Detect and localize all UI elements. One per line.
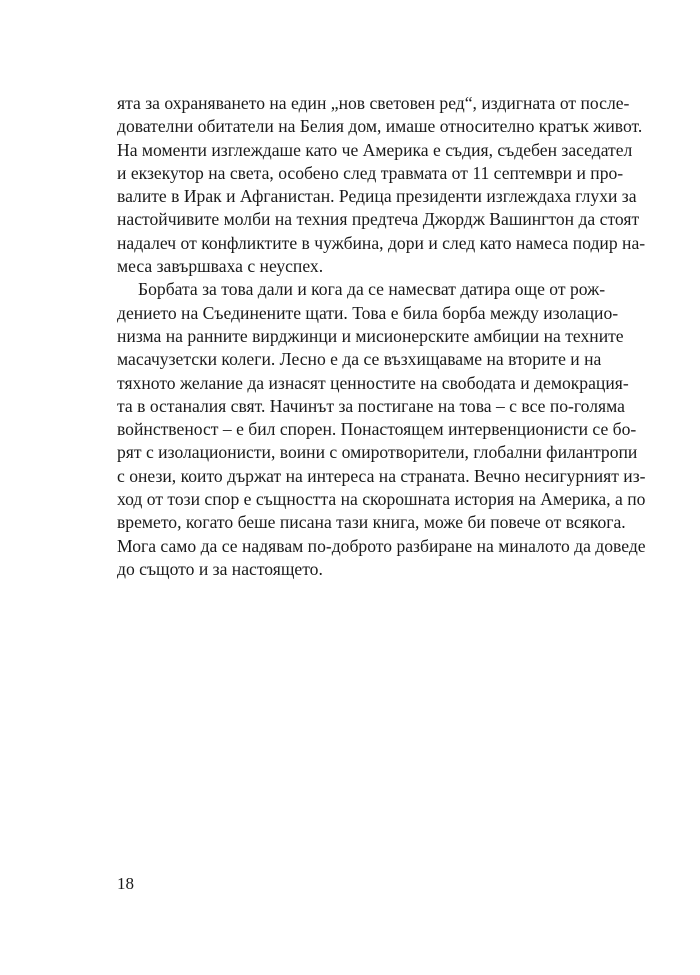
- text-line: времето, когато беше писана тази книга, може би повече от всякога.: [117, 512, 626, 533]
- text-line: меса завършваха с неуспех.: [117, 256, 324, 277]
- text-line: надалеч от конфликтите в чужбина, дори и след като намеса подир на-: [117, 232, 646, 253]
- text-line: и екзекутор на света, особено след травмата от 11 септември и про-: [117, 162, 624, 183]
- text-line: ята за охраняването на един „нов световен ред“, издигната от после-: [117, 93, 630, 113]
- text-line: масачузетски колеги. Лесно е да се възхищаваме на вторите и на: [117, 349, 602, 370]
- text-line: войнственост – е бил спорен. Понастоящем интервенционисти се бо-: [117, 419, 637, 440]
- text-line: низма на ранните вирджинци и мисионерските амбиции на техните: [117, 325, 624, 346]
- body-text: [117, 92, 646, 581]
- text-line: с онези, които държат на интереса на страната. Вечно несигурният из-: [117, 465, 646, 486]
- text-line: до същото и за настоящето.: [117, 558, 323, 579]
- paragraph-1: [117, 92, 646, 278]
- text-line: валите в Ирак и Афганистан. Редица президенти изглеждаха глухи за: [117, 186, 637, 207]
- text-line: ход от този спор е същността на скорошната история на Америка, а по: [117, 489, 646, 510]
- text-line: Борбата за това дали и кога да се намесват датира още от рож-: [138, 279, 606, 300]
- text-line: рят с изолационисти, воини с омиротворители, глобални филантропи: [117, 442, 638, 463]
- text-line: та в останалия свят. Начинът за постигане на това – с все по-голяма: [117, 395, 625, 416]
- text-line: На моменти изглеждаше като че Америка е съдия, съдебен заседател: [117, 139, 633, 160]
- text-line: Мога само да се надявам по-доброто разбиране на миналото да доведе: [117, 535, 646, 556]
- text-line: дението на Съединените щати. Това е била борба между изолацио-: [117, 302, 619, 323]
- page-number: 18: [117, 874, 134, 893]
- text-line: настойчивите молби на техния предтеча Джордж Вашингтон да стоят: [117, 209, 640, 230]
- text-line: дователни обитатели на Белия дом, имаше относително кратък живот.: [117, 116, 643, 137]
- paragraph-2: [117, 278, 646, 581]
- text-line: тяхното желание да изнасят ценностите на свободата и демокрация-: [117, 372, 629, 393]
